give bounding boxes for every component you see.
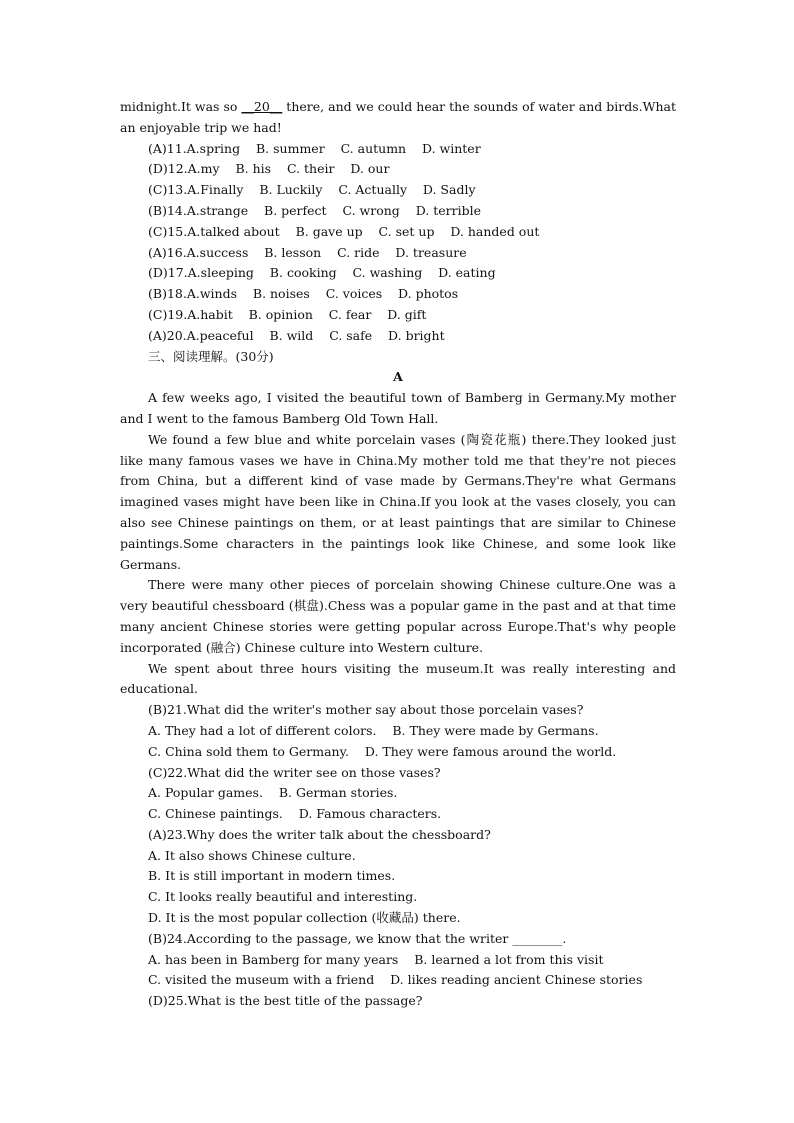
question-option: A. Popular games. B. German stories. bbox=[148, 785, 398, 801]
cloze-item: (D)17.A.sleeping B. cooking C. washing D. eating bbox=[148, 265, 496, 281]
cloze-item: (C)19.A.habit B. opinion C. fear D. gift bbox=[148, 306, 427, 322]
question-list bbox=[120, 700, 676, 1012]
question-option: A. has been in Bamberg for many years B. learned a lot from this visit bbox=[148, 951, 604, 967]
cloze-item: (A)20.A.peaceful B. wild C. safe D. bright bbox=[148, 327, 445, 343]
cloze-item: (A)11.A.spring B. summer C. autumn D. winter bbox=[148, 140, 481, 156]
passage-label: A bbox=[393, 369, 403, 385]
question-option: C. China sold them to Germany. D. They were famous around the world. bbox=[148, 743, 617, 759]
question-option: A. It also shows Chinese culture. bbox=[148, 847, 356, 863]
question-option: C. Chinese paintings. D. Famous characters. bbox=[148, 806, 442, 822]
question-stem: (B)21.What did the writer's mother say about those porcelain vases? bbox=[148, 702, 584, 718]
question-option: B. It is still important in modern times. bbox=[148, 868, 396, 884]
document-page bbox=[120, 97, 676, 1012]
passage-paragraph: We spent about three hours visiting the museum.It was really interesting and educational. bbox=[120, 660, 676, 697]
question-option: C. visited the museum with a friend D. likes reading ancient Chinese stories bbox=[148, 972, 643, 988]
question-option: A. They had a lot of different colors. B. They were made by Germans. bbox=[148, 722, 599, 738]
passage-paragraph: We found a few blue and white porcelain vases (陶瓷花瓶) there.They looked just like many famous vases we have in China.My mother told me that they're not pieces from China, but a different kind of vase made by Germans.They're what Germans imagined vases might have been like in China.If you look at the vases closely, you can also see Chinese paintings on them, or at least paintings that are similar to Chinese paintings.Some characters in the paintings look like Chinese, and some look like Germans. bbox=[120, 431, 676, 572]
cloze-item: (C)13.A.Finally B. Luckily C. Actually D. Sadly bbox=[148, 182, 476, 198]
intro-after: there, and we could hear the sounds of water and birds.What an enjoyable trip we had! bbox=[120, 99, 676, 135]
question-option: C. It looks really beautiful and interesting. bbox=[148, 889, 418, 905]
reading-passage bbox=[120, 388, 676, 700]
cloze-answer-list bbox=[120, 139, 676, 347]
question-option: D. It is the most popular collection (收藏品) there. bbox=[148, 910, 461, 926]
passage-paragraph: A few weeks ago, I visited the beautiful town of Bamberg in Germany.My mother and I went to the famous Bamberg Old Town Hall. bbox=[120, 390, 676, 426]
question-stem: (D)25.What is the best title of the passage? bbox=[148, 993, 423, 1009]
cloze-item: (C)15.A.talked about B. gave up C. set up D. handed out bbox=[148, 223, 540, 239]
question-stem: (C)22.What did the writer see on those vases? bbox=[148, 764, 441, 780]
passage-paragraph: There were many other pieces of porcelain showing Chinese culture.One was a very beautiful chessboard (棋盘).Chess was a popular game in the past and at that time many ancient Chinese stories were getting popular across Europe.That's why people incorporated (融合) Chinese culture into Western culture. bbox=[120, 577, 676, 655]
question-stem: (B)24.According to the passage, we know that the writer ________. bbox=[148, 930, 567, 946]
cloze-item: (D)12.A.my B. his C. their D. our bbox=[148, 161, 390, 177]
section-title: 三、阅读理解。(30分) bbox=[148, 348, 274, 364]
blank-20: __20__ bbox=[241, 99, 283, 114]
cloze-item: (B)14.A.strange B. perfect C. wrong D. terrible bbox=[148, 202, 481, 218]
question-stem: (A)23.Why does the writer talk about the chessboard? bbox=[148, 826, 491, 842]
intro-before: midnight.It was so bbox=[120, 99, 242, 114]
intro-paragraph bbox=[120, 97, 676, 139]
cloze-item: (A)16.A.success B. lesson C. ride D. treasure bbox=[148, 244, 467, 260]
cloze-item: (B)18.A.winds B. noises C. voices D. photos bbox=[148, 286, 459, 302]
